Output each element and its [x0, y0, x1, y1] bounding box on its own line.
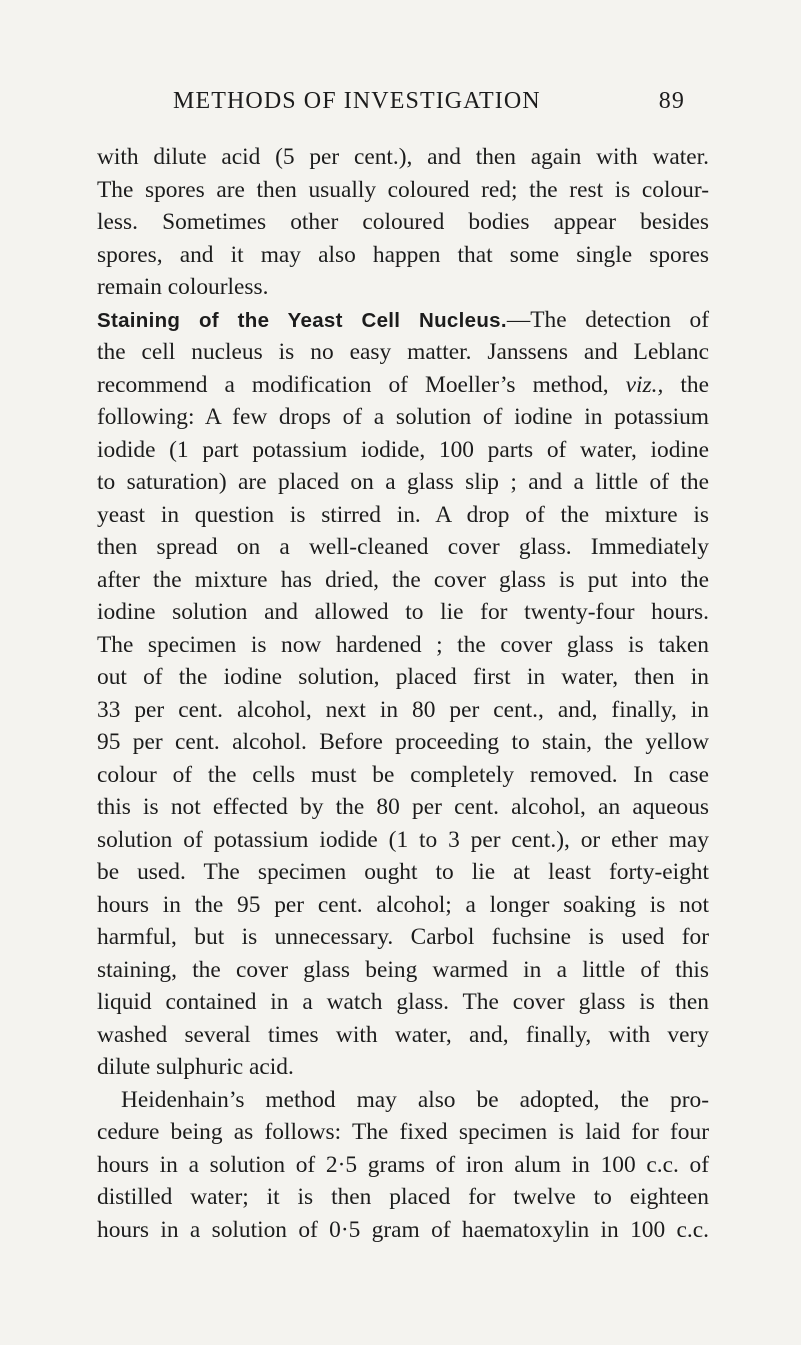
- text-run: recommend a modification of Moeller’s method,: [97, 371, 609, 398]
- running-head: [173, 86, 685, 116]
- text-line: the cell nucleus is no easy matter. Janssens and Leblanc: [97, 339, 709, 365]
- section-heading: Staining of the Yeast Cell Nucleus.: [97, 308, 507, 332]
- text-line: after the mixture has dried, the cover glass is put into the: [97, 566, 709, 593]
- page-number: 89: [658, 88, 685, 114]
- text-line: Heidenhain’s method may also be adopted, the pro-: [121, 1086, 709, 1113]
- text-line: then spread on a well-cleaned cover glass. Immediately: [97, 534, 709, 560]
- text-line: [97, 369, 709, 402]
- text-line: dilute sulphuric acid.: [97, 1054, 294, 1080]
- text-line: iodine solution and allowed to lie for twenty-four hours.: [97, 599, 709, 625]
- text-line: remain colourless.: [97, 274, 269, 300]
- text-line: colour of the cells must be completely removed. In case: [97, 761, 709, 788]
- text-line: hours in the 95 per cent. alcohol; a longer soaking is not: [97, 891, 709, 918]
- text-line: 33 per cent. alcohol, next in 80 per cent., and, finally, in: [97, 696, 709, 723]
- text-line: hours in a solution of 2·5 grams of iron alum in 100 c.c. of: [97, 1151, 709, 1178]
- text-line: hours in a solution of 0·5 gram of haematoxylin in 100 c.c.: [97, 1216, 709, 1243]
- text-line: harmful, but is unnecessary. Carbol fuchsine is used for: [97, 924, 709, 950]
- text-line: iodide (1 part potassium iodide, 100 parts of water, iodine: [97, 436, 709, 463]
- italic-run: viz.,: [625, 371, 664, 398]
- text-line: The spores are then usually coloured red; the rest is colour-: [97, 176, 709, 203]
- text-line: less. Sometimes other coloured bodies appear besides: [97, 209, 709, 235]
- text-line: staining, the cover glass being warmed in a little of this: [97, 956, 709, 983]
- text-line: this is not effected by the 80 per cent. alcohol, an aqueous: [97, 794, 709, 820]
- text-run: —The detection of: [506, 306, 709, 333]
- running-head-title: METHODS OF INVESTIGATION: [173, 88, 541, 114]
- section-heading-line: [97, 304, 709, 337]
- text-line: be used. The specimen ought to lie at least forty-eight: [97, 859, 709, 885]
- text-line: out of the iodine solution, placed first in water, then in: [97, 664, 709, 690]
- text-line: to saturation) are placed on a glass slip ; and a little of the: [97, 469, 709, 495]
- text-line: cedure being as follows: The fixed specimen is laid for four: [97, 1119, 709, 1145]
- text-line: spores, and it may also happen that some single spores: [97, 241, 709, 268]
- text-line: washed several times with water, and, finally, with very: [97, 1021, 709, 1048]
- text-line: The specimen is now hardened ; the cover glass is taken: [97, 631, 709, 658]
- text-line: liquid contained in a watch glass. The cover glass is then: [97, 989, 709, 1015]
- text-line: solution of potassium iodide (1 to 3 per cent.), or ether may: [97, 826, 709, 853]
- text-line: with dilute acid (5 per cent.), and then again with water.: [97, 144, 709, 170]
- body-text: [97, 141, 709, 1246]
- text-line: 95 per cent. alcohol. Before proceeding to stain, the yellow: [97, 729, 709, 755]
- text-run: the: [680, 371, 709, 398]
- text-line: yeast in question is stirred in. A drop of the mixture is: [97, 501, 709, 528]
- text-line: following: A few drops of a solution of iodine in potassium: [97, 404, 709, 430]
- text-line: distilled water; it is then placed for twelve to eighteen: [97, 1184, 709, 1210]
